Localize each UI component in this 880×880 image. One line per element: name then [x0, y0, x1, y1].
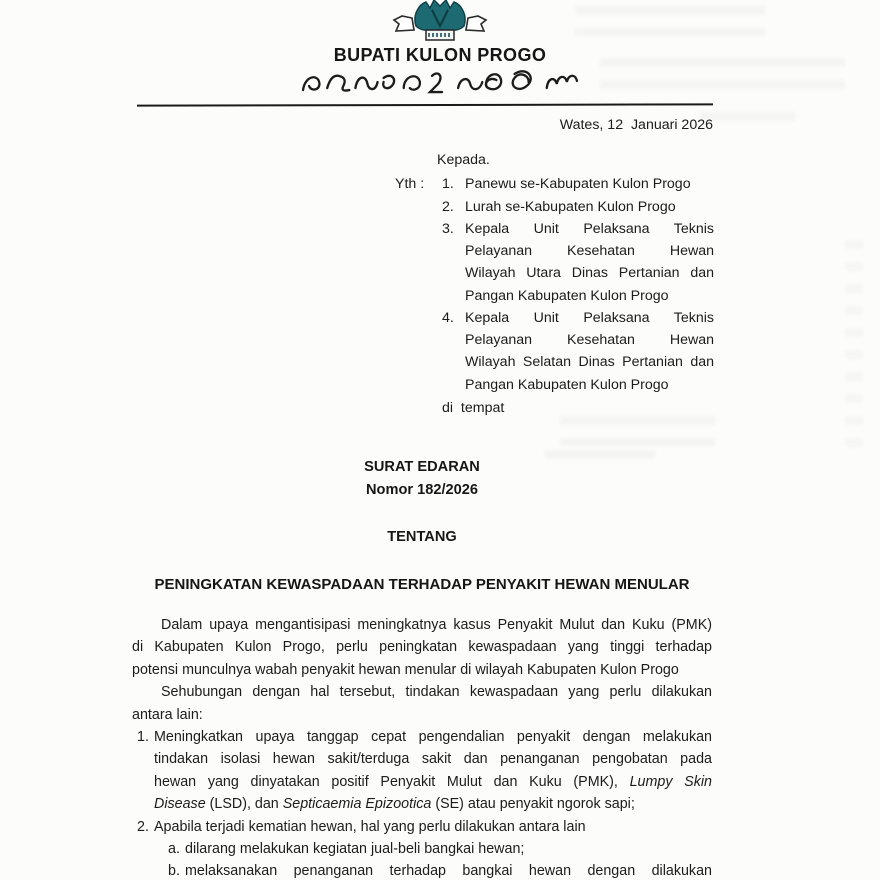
scan-artifact — [575, 6, 765, 36]
item-text: Meningkatkan upaya tanggap cepat pengendalian penyakit dengan melakukan tindakan isolasi hewan sakit/terduga sakit dan penanganan pengobatan pada hewan yang dinyatakan positif Penyakit Mulut dan Kuku (PMK), Lumpy Skin Disease (LSD), dan Septicaemia Epizootica (SE) atau penyakit ngorok sapi; — [154, 729, 712, 813]
scan-artifact — [560, 416, 715, 446]
letterhead-divider — [137, 103, 713, 106]
paragraph-1-line: potensi munculnya wabah penyakit hewan menular di wilayah Kabupaten Kulon Progo — [132, 661, 679, 678]
closing-line: di tempat — [442, 399, 505, 416]
recipient-text: Kepala Unit Pelaksana Teknis Pelayanan Kesehatan Hewan Wilayah Selatan Dinas Pertanian dan Pangan Kabupaten Kulon Progo — [465, 309, 714, 393]
numbered-item-2 — [132, 816, 712, 880]
recipient-item-2 — [395, 196, 714, 218]
kepada-label: Kepada. — [437, 152, 490, 168]
scan-artifact — [700, 112, 795, 130]
recipient-text: Lurah se-Kabupaten Kulon Progo — [465, 198, 676, 215]
sub-item-text: melaksanakan penanganan terhadap bangkai hewan dengan dilakukan — [185, 863, 712, 880]
item-number: 1. — [137, 729, 149, 746]
recipient-item-1 — [395, 173, 714, 195]
letter-body — [132, 614, 712, 880]
document-number: Nomor 182/2026 — [366, 482, 478, 498]
recipient-text: Kepala Unit Pelaksana Teknis Pelayanan Kesehatan Hewan Wilayah Utara Dinas Pertanian dan Pangan Kabupaten Kulon Progo — [465, 220, 714, 304]
paragraph-1-line: Dalam upaya mengantisipasi meningkatnya kasus Penyakit Mulut dan Kuku (PMK) — [161, 617, 712, 633]
recipient-item-3 — [395, 218, 714, 307]
paragraph-1-line: di Kabupaten Kulon Progo, perlu peningkatan kewaspadaan yang tinggi terhadap — [132, 639, 712, 656]
sub-item-letter: a. — [168, 841, 180, 858]
recipient-closing-row — [395, 396, 714, 419]
recipient-number: 3. — [442, 220, 454, 237]
italic-disease-name: Lumpy Skin — [629, 773, 712, 790]
sub-item-b — [168, 860, 712, 880]
date-line: Wates, 12 Januari 2026 — [559, 117, 713, 133]
scan-artifact — [845, 240, 863, 460]
sub-item-a — [168, 838, 712, 860]
subject-title: PENINGKATAN KEWASPADAAN TERHADAP PENYAKIT HEWAN MENULAR — [154, 576, 690, 593]
about-label: TENTANG — [387, 529, 457, 545]
recipient-block — [395, 149, 714, 419]
recipient-number: 2. — [442, 198, 454, 215]
item-text: Apabila terjadi kematian hewan, hal yang perlu dilakukan antara lain a. dilarang melakukan kegiatan jual-beli bangkai hewan; b. melaksanakan penanganan terhadap bangkai hewan dengan dilakukan — [154, 816, 712, 880]
numbered-item-1 — [132, 726, 712, 816]
italic-disease-name: Septicaemia Epizootica — [282, 796, 432, 813]
recipient-text: Panewu se-Kabupaten Kulon Progo — [465, 176, 691, 193]
yth-label: Yth : — [395, 176, 425, 193]
coat-of-arms-icon — [392, 0, 488, 44]
document-type-heading: SURAT EDARAN — [364, 459, 480, 475]
recipient-item-4 — [395, 307, 714, 396]
javanese-script-icon — [299, 63, 581, 101]
italic-disease-name: Disease — [154, 796, 206, 813]
letterhead-office: BUPATI KULON PROGO — [333, 45, 547, 65]
paragraph-2-line: antara lain: — [132, 706, 203, 723]
sub-item-letter: b. — [168, 863, 180, 880]
recipient-number: 1. — [442, 176, 454, 193]
recipient-number: 4. — [442, 309, 454, 326]
sub-item-text: dilarang melakukan kegiatan jual-beli bangkai hewan; — [185, 841, 525, 858]
paragraph-2-line: Sehubungan dengan hal tersebut, tindakan kewaspadaan yang perlu dilakukan — [161, 684, 712, 701]
item-number: 2. — [137, 818, 149, 835]
